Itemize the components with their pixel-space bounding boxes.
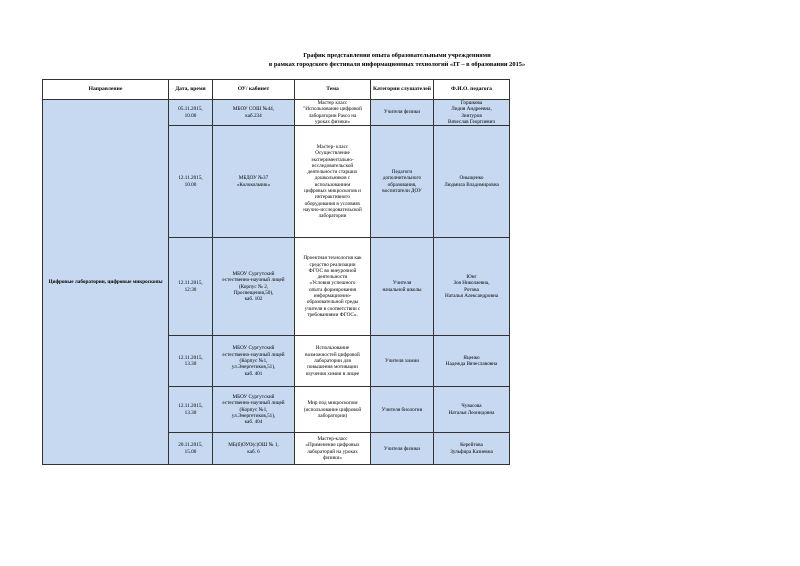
cell-line: лаборатории Pasco на (308, 112, 357, 119)
cell-line: образовательной среды (306, 299, 359, 306)
cell-line: ФГОС во внеурочной (308, 267, 357, 274)
school-cell (213, 100, 295, 126)
cell-line: каб. 404 (244, 419, 263, 426)
cell-line: каб. 102 (244, 296, 263, 303)
date-cell (169, 238, 213, 336)
cell-line: Оныщенко (459, 175, 484, 182)
cell-line: 15.00 (184, 448, 197, 455)
cell-line: (Корпус №1, (239, 406, 268, 413)
cell-line: деятельности (317, 274, 348, 281)
cell-line: Учителя физики (383, 109, 421, 116)
cell-line: опыта формирования (308, 286, 357, 293)
cell-line: физики» (323, 454, 342, 461)
topic-cell (295, 238, 371, 336)
cell-line: «Применение цифровых (305, 442, 360, 449)
cell-line: уроках физики» (314, 118, 351, 125)
teacher-cell (434, 126, 510, 238)
cell-line: Ротова (464, 286, 479, 293)
teacher-cell (434, 100, 510, 126)
cell-line: дошкольников с (314, 175, 351, 182)
direction-cell: Цифровые лаборатории, цифровые микроскопы (43, 100, 169, 465)
cell-line: интерактивного (315, 194, 350, 201)
cell-line: Наталья Александровна (444, 292, 499, 299)
column-header-audience: Категории слушателей (371, 80, 434, 100)
page-title-line-2: в рамках городского фестиваля информационных технологий «IT – в образовании 2015» (268, 61, 526, 68)
cell-line: 20.11.2015, (178, 442, 203, 449)
cell-line: МБОУ Сургутский (232, 270, 275, 277)
school-cell (213, 336, 295, 387)
cell-line: Осуществление (315, 150, 350, 157)
cell-line: МБОУ СОШ №44, (232, 106, 275, 113)
topic-cell (295, 336, 371, 387)
cell-line: Мастер- класс (316, 143, 349, 150)
cell-line: естественно-научный лицей (222, 400, 285, 407)
cell-line: Зинтуров (461, 112, 482, 119)
cell-line: Людмила Владимировна (444, 181, 499, 188)
cell-line: Проектная технология как (303, 255, 362, 262)
cell-line: МБ(б)ОУО(с)ОШ № 1, (228, 442, 279, 449)
cell-line: Учителя биологии (381, 406, 423, 413)
cell-line: ул.Энергетиков,51), (231, 412, 276, 419)
cell-line: Использование (315, 345, 350, 352)
cell-line: (Корпус № 2, (238, 283, 269, 290)
audience-cell (371, 387, 434, 433)
schedule-table (42, 79, 510, 465)
date-cell (169, 387, 213, 433)
cell-line: 12:30 (184, 286, 197, 293)
column-header-school: ОУ/ кабинет (213, 80, 295, 100)
teacher-cell (434, 433, 510, 465)
cell-line: Яценко (463, 354, 480, 361)
cell-line: изучения химии в лицее (305, 370, 360, 377)
cell-line: начальной школы (382, 286, 422, 293)
teacher-cell (434, 336, 510, 387)
cell-line: возможностей цифровой (305, 351, 360, 358)
topic-cell (295, 100, 371, 126)
school-cell (213, 238, 295, 336)
cell-line: 13.30 (184, 409, 197, 416)
cell-line: лаборатории (318, 213, 347, 220)
cell-line: МБДОУ №37 (238, 175, 269, 182)
cell-line: деятельности старших (307, 169, 358, 176)
cell-line: Лидия Андреевна, (451, 106, 492, 113)
cell-line: цифровых микроскопов и (304, 187, 361, 194)
cell-line: «Условия успешного (309, 280, 356, 287)
audience-cell (371, 126, 434, 238)
cell-line: 12.11.2015, (178, 354, 203, 361)
topic-cell (295, 433, 371, 465)
cell-line: оборудования в условиях (304, 200, 361, 207)
school-cell (213, 387, 295, 433)
date-cell (169, 126, 213, 238)
teacher-cell (434, 387, 510, 433)
audience-cell (371, 238, 434, 336)
cell-line: образования, (387, 181, 417, 188)
cell-line: Горшкова (460, 100, 483, 106)
cell-line: средство реализации (309, 261, 356, 268)
cell-line: каб.234 (245, 112, 262, 119)
cell-line: (Корпус №1, (239, 358, 268, 365)
cell-line: повышения мотивации (307, 364, 358, 371)
column-header-date: Дата, время (169, 80, 213, 100)
cell-line: МБОУ Сургутский (232, 345, 275, 352)
date-cell (169, 100, 213, 126)
cell-line: научно-исследовательской (303, 206, 362, 213)
cell-line: 10.00 (184, 112, 197, 119)
cell-line: естественно-научный лицей (222, 277, 285, 284)
cell-line: дополнительного (382, 175, 422, 182)
table-header-row (43, 80, 510, 100)
page-title-line-1: График представления опыта образовательными учреждениями (303, 52, 491, 59)
audience-cell (371, 100, 434, 126)
cell-line: Учителя химии (384, 358, 420, 365)
cell-line: лаборатории) (317, 412, 348, 419)
cell-line: Мастер класс (317, 100, 348, 106)
cell-line: каб. 401 (244, 370, 263, 377)
cell-line: Вячеслав Георгиевич (448, 118, 495, 125)
date-cell (169, 433, 213, 465)
school-cell (213, 433, 295, 465)
cell-line: информационно- (313, 292, 352, 299)
column-header-teacher: Ф.И.О. педагога (434, 80, 510, 100)
cell-line: Чувасова (461, 403, 482, 410)
topic-cell (295, 126, 371, 238)
cell-line: 13.30 (184, 361, 197, 368)
cell-line: лабораторий на уроках (307, 448, 358, 455)
cell-line: (использование цифровой (303, 406, 362, 413)
cell-line: Просвещения,50), (233, 289, 274, 296)
cell-line: Мир под микроскопом (307, 400, 358, 407)
cell-line: 05.11.2015, (178, 106, 203, 113)
cell-line: Педагоги (391, 169, 413, 176)
date-cell (169, 336, 213, 387)
audience-cell (371, 336, 434, 387)
cell-line: Учителя (392, 280, 412, 287)
cell-line: учителя в соответствии с (304, 305, 361, 312)
cell-line: требованиями ФГОС». (307, 311, 358, 318)
cell-line: Зоя Николаевна, (453, 280, 490, 287)
cell-line: 12.11.2015, (178, 403, 203, 410)
cell-line: 10.00 (184, 181, 197, 188)
table-row (43, 100, 510, 126)
cell-line: Мастер-класс (317, 436, 348, 443)
cell-line: МБОУ Сургутский (232, 393, 275, 400)
cell-line: лаборатории для (314, 358, 351, 365)
cell-line: использованием (314, 181, 351, 188)
cell-line: 12.11.2015, (178, 175, 203, 182)
cell-line: "Использование цифровой (303, 106, 362, 113)
cell-line: Учителя физики (383, 445, 421, 452)
cell-line: воспитатели ДОУ (382, 187, 422, 194)
cell-line: 12.11.2015, (178, 280, 203, 287)
cell-line: Наталья Леонидовна (448, 409, 495, 416)
cell-line: Зульфира Казиевна (450, 448, 493, 455)
audience-cell (371, 433, 434, 465)
column-header-direction: Направление (43, 80, 169, 100)
cell-line: ул.Энергетиков,51), (231, 364, 276, 371)
cell-line: Керейтова (460, 442, 483, 449)
cell-line: Юнг (466, 274, 477, 281)
school-cell (213, 126, 295, 238)
topic-cell (295, 387, 371, 433)
teacher-cell (434, 238, 510, 336)
cell-line: Надежда Вячеславовна (445, 361, 498, 368)
cell-line: каб. 6 (247, 448, 260, 455)
cell-line: естественно-научный лицей (222, 351, 285, 358)
column-header-topic: Тема (295, 80, 371, 100)
cell-line: «Колокольчик» (236, 181, 271, 188)
cell-line: экспериментально- (311, 156, 354, 163)
cell-line: исследовательской (311, 162, 354, 169)
